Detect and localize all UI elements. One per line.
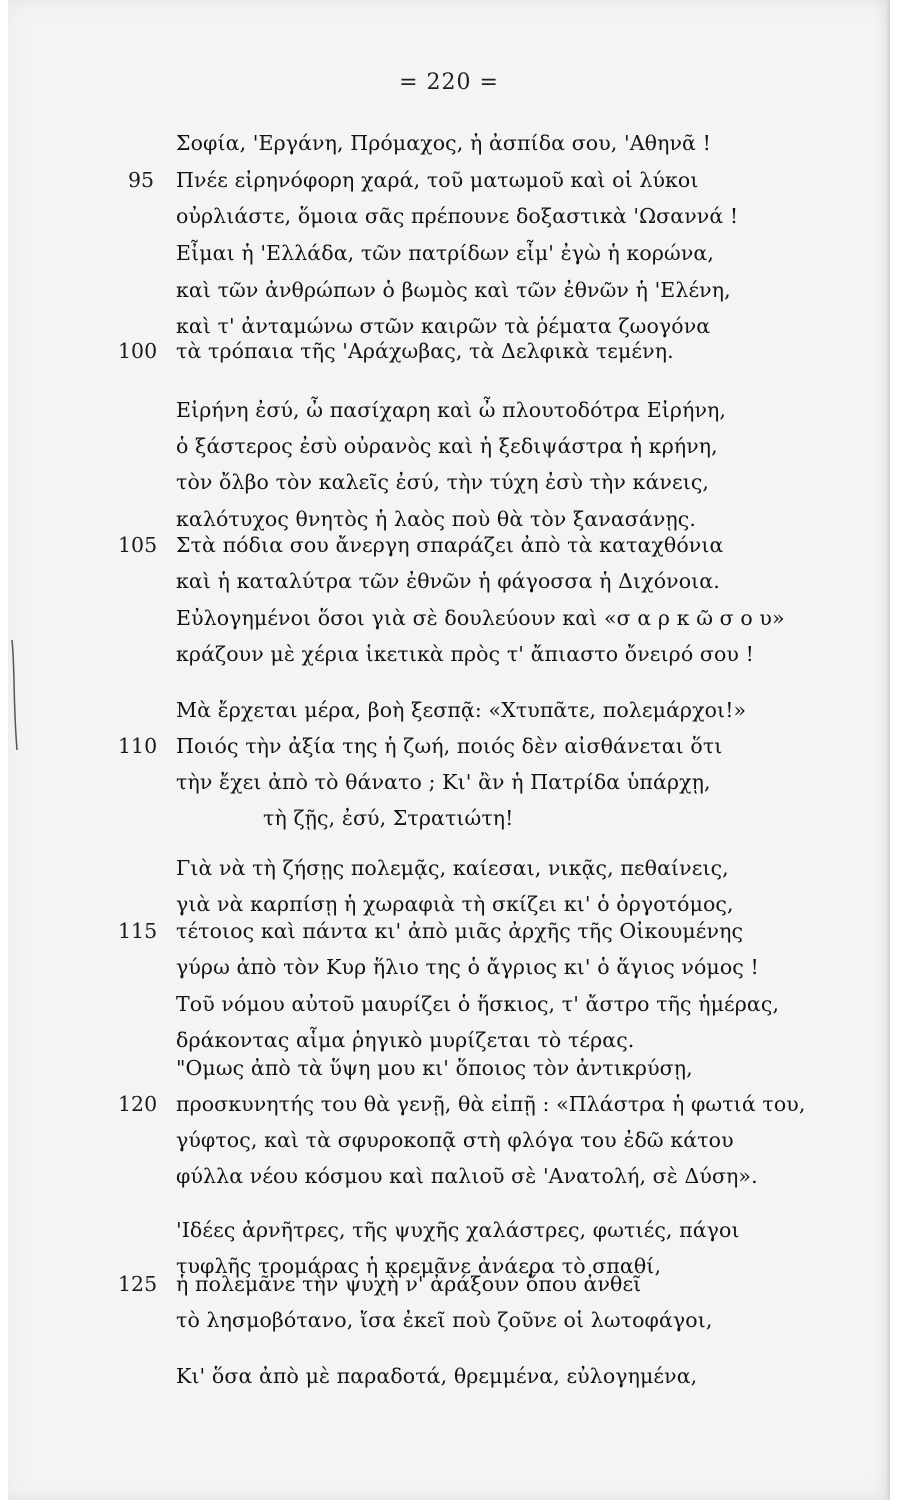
line-number: 120	[118, 1092, 158, 1116]
poem-line: Στὰ πόδια σου ἄνεργη σπαράζει ἀπὸ τὰ καταχθόνια	[176, 533, 724, 557]
poem-line: δράκοντας αἷμα ῥηγικὸ μυρίζεται τὸ τέρας.	[176, 1028, 635, 1052]
poem-line: φύλλα νέου κόσμου καὶ παλιοῦ σὲ 'Ανατολή, σὲ Δύση».	[176, 1164, 758, 1188]
poem-line: οὐρλιάστε, ὅμοια σᾶς πρέπουνε δοξαστικὰ 'Ωσαννά !	[176, 204, 739, 228]
poem-line: καὶ τ' ἀνταμώνω στῶν καιρῶν τὰ ῥέματα ζωογόνα	[176, 314, 711, 338]
poem-line: Ποιός τὴν ἀξία της ἡ ζωή, ποιός δὲν αἰσθάνεται ὅτι	[176, 734, 723, 758]
poem-line: γιὰ νὰ καρπίσῃ ἡ χωραφιὰ τὴ σκίζει κι' ὁ ὀργοτόμος,	[176, 892, 734, 916]
margin-pencil-mark	[10, 640, 20, 750]
line-number: 110	[118, 734, 158, 758]
poem-line: Πνέε εἰρηνόφορη χαρά, τοῦ ματωμοῦ καὶ οἱ λύκοι	[176, 168, 699, 192]
poem-line: Κι' ὅσα ἀπὸ μὲ παραδοτά, θρεμμένα, εὐλογημένα,	[176, 1364, 698, 1388]
poem-line: Μὰ ἔρχεται μέρα, βοὴ ξεσπᾷ: «Χτυπᾶτε, πολεμάρχοι!»	[176, 698, 747, 722]
poem-line: Εἶμαι ἡ 'Ελλάδα, τῶν πατρίδων εἶμ' ἐγὼ ἡ κορώνα,	[176, 241, 714, 265]
book-page	[8, 0, 890, 1500]
page-number-header: = 220 =	[399, 70, 499, 95]
poem-line: τὴ ζῇς, ἐσύ, Στρατιώτη!	[263, 806, 514, 830]
poem-line: κράζουν μὲ χέρια ἱκετικὰ πρὸς τ' ἄπιαστο ὄνειρό σου !	[176, 642, 754, 666]
poem-line: Τοῦ νόμου αὐτοῦ μαυρίζει ὁ ἥσκιος, τ' ἄστρο τῆς ἡμέρας,	[176, 992, 780, 1016]
line-number: 100	[118, 339, 158, 363]
poem-line: τέτοιος καὶ πάντα κι' ἀπὸ μιᾶς ἀρχῆς τῆς Οἰκουμένης	[176, 919, 744, 943]
line-number: 115	[118, 919, 158, 943]
poem-line: καὶ ἡ καταλύτρα τῶν ἐθνῶν ἡ φάγοσσα ἡ Διχόνοια.	[176, 569, 720, 593]
poem-line: ἡ πολεμᾶνε τὴν ψυχὴ ν' ἀράξουν ὅπου ἀνθεῖ	[176, 1272, 642, 1296]
poem-line: Εὐλογημένοι ὅσοι γιὰ σὲ δουλεύουν καὶ «σ α ρ κ ῶ σ ο υ»	[176, 606, 785, 630]
poem-line: καλότυχος θνητὸς ἡ λαὸς ποὺ θὰ τὸν ξανασάνῃς.	[176, 507, 696, 531]
poem-line: προσκυνητής του θὰ γενῇ, θὰ εἰπῇ : «Πλάστρα ἡ φωτιά του,	[176, 1092, 806, 1116]
line-number: 105	[118, 533, 158, 557]
line-number: 125	[118, 1272, 158, 1296]
poem-line: τὰ τρόπαια τῆς 'Αράχωβας, τὰ Δελφικὰ τεμένη.	[176, 339, 674, 363]
poem-line: τὸ λησμοβότανο, ἴσα ἐκεῖ ποὺ ζοῦνε οἱ λωτοφάγοι,	[176, 1308, 713, 1332]
poem-line: τυφλῆς τρομάρας ἡ κρεμᾶνε ἀνάερα τὸ σπαθί,	[176, 1254, 662, 1278]
poem-line: Εἰρήνη ἐσύ, ὦ πασίχαρη καὶ ὦ πλουτοδότρα Εἰρήνη,	[176, 398, 727, 422]
poem-line: ὁ ξάστερος ἐσὺ οὐρανὸς καὶ ἡ ξεδιψάστρα ἡ κρήνη,	[176, 434, 718, 458]
poem-line: "Ομως ἀπὸ τὰ ὕψη μου κι' ὅποιος τὸν ἀντικρύσῃ,	[176, 1056, 693, 1080]
poem-line: τὴν ἔχει ἀπὸ τὸ θάνατο ; Κι' ἂν ἡ Πατρίδα ὑπάρχῃ,	[176, 770, 711, 794]
poem-line: τὸν ὄλβο τὸν καλεῖς ἐσύ, τὴν τύχη ἐσὺ τὴν κάνεις,	[176, 470, 710, 494]
poem-line: γύφτος, καὶ τὰ σφυροκοπᾷ στὴ φλόγα του ἐδῶ κάτου	[176, 1128, 734, 1152]
line-number: 95	[128, 168, 155, 192]
poem-line: 'Ιδέες ἀρνῆτρες, τῆς ψυχῆς χαλάστρες, φωτιές, πάγοι	[176, 1218, 740, 1242]
page-edge	[886, 0, 890, 1500]
poem-line: Γιὰ νὰ τὴ ζήσῃς πολεμᾷς, καίεσαι, νικᾷς, πεθαίνεις,	[176, 856, 729, 880]
poem-line: καὶ τῶν ἀνθρώπων ὁ βωμὸς καὶ τῶν ἐθνῶν ἡ 'Ελένη,	[176, 278, 731, 302]
poem-line: γύρω ἀπὸ τὸν Κυρ ἥλιο της ὁ ἄγριος κι' ὁ ἅγιος νόμος !	[176, 955, 759, 979]
poem-line: Σοφία, 'Εργάνη, Πρόμαχος, ἡ ἀσπίδα σου, 'Αθηνᾶ !	[176, 131, 711, 155]
